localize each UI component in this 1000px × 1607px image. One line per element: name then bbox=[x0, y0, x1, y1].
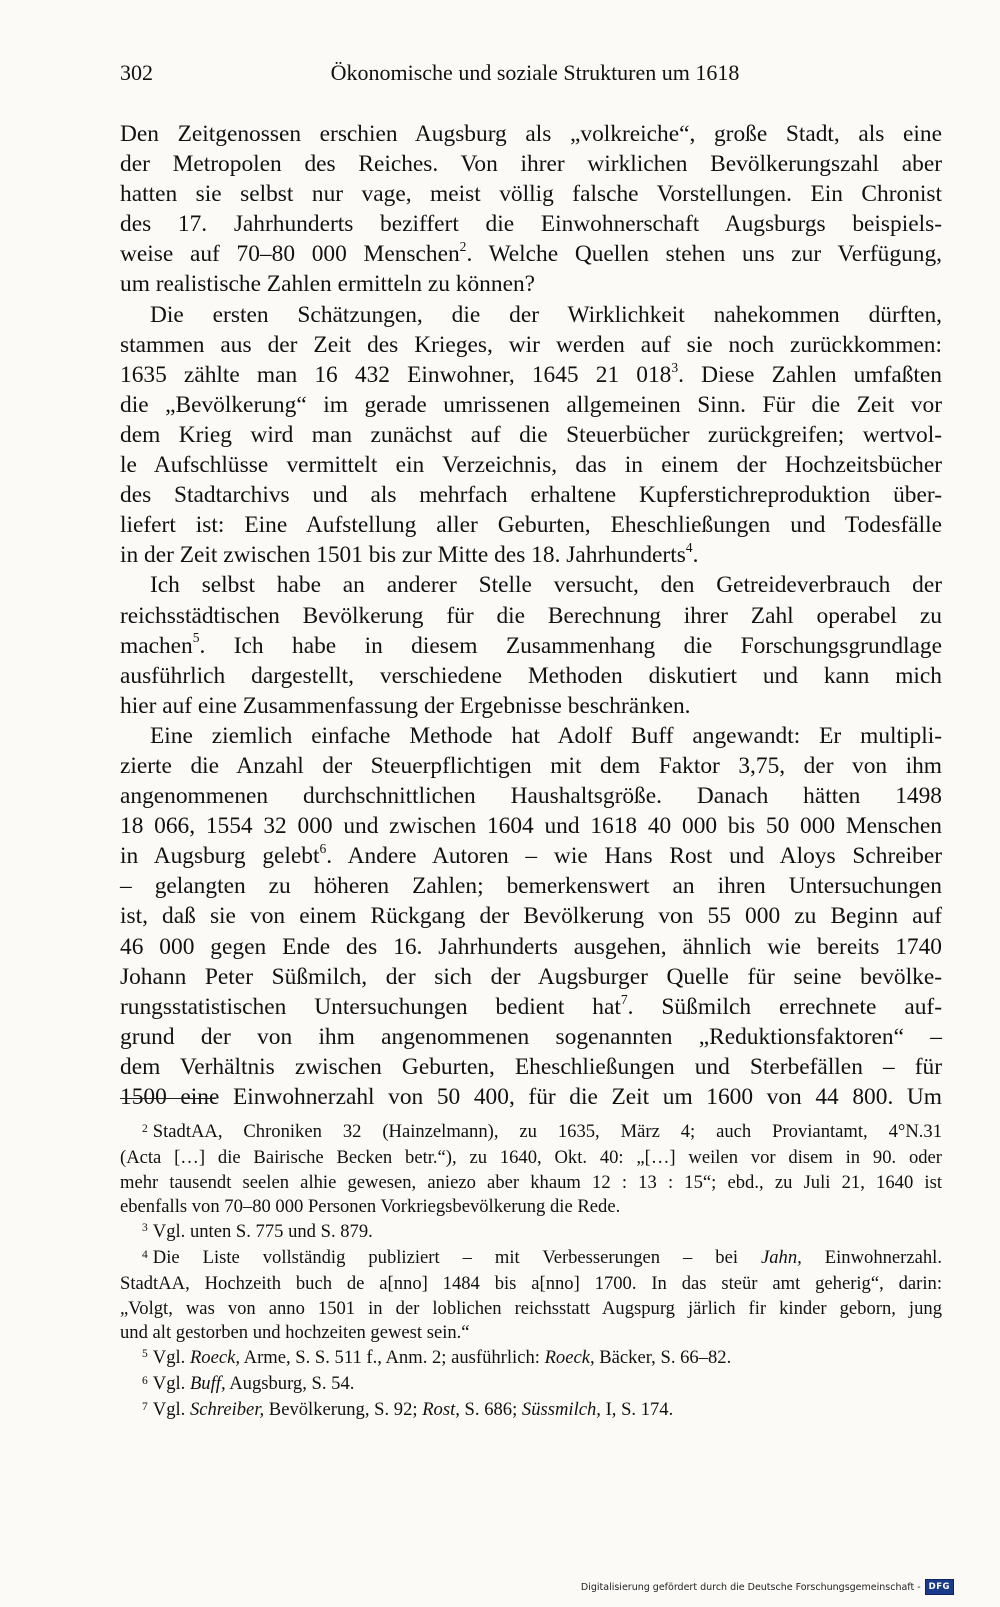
footnote-ref-5: 5 bbox=[192, 630, 200, 646]
footnote-number: 3 bbox=[142, 1222, 148, 1235]
text-run: rungsstatistischen Untersuchungen bedient hat bbox=[120, 993, 621, 1020]
text-line: Johann Peter Süßmilch, der sich der Augsburger Quelle für seine bevölke- bbox=[120, 963, 942, 990]
text-line: ist, daß sie von einem Rückgang der Bevölkerung von 55 000 zu Beginn auf bbox=[120, 903, 942, 930]
text-line bbox=[120, 631, 942, 661]
text-line: grund der von ihm angenommenen sogenannten „Reduktionsfaktoren“ – bbox=[120, 1023, 942, 1050]
footnote-text: Bäcker, S. 66–82. bbox=[594, 1346, 732, 1368]
footnote-ref-2: 2 bbox=[459, 239, 467, 255]
text-line bbox=[120, 540, 942, 570]
footnote-text: Vgl. bbox=[152, 1399, 190, 1421]
text-line: Den Zeitgenossen erschien Augsburg als „volkreiche“, große Stadt, als eine bbox=[120, 121, 942, 147]
footnote-text: S. 686; bbox=[459, 1399, 522, 1421]
text-line: hatten sie selbst nur vage, meist völlig falsche Vorstellungen. Ein Chronist bbox=[120, 181, 942, 208]
footnote-text: Die Liste vollständig publiziert – mit Verbesserungen – bei bbox=[152, 1247, 761, 1269]
footnote-number: 7 bbox=[142, 1401, 148, 1414]
footnote-text: Vgl. bbox=[152, 1373, 190, 1395]
text-run: . bbox=[692, 542, 699, 569]
footnote-ref-3: 3 bbox=[671, 359, 679, 375]
footnote-text: Einwohnerzahl. bbox=[801, 1247, 942, 1269]
text-line bbox=[120, 841, 942, 871]
text-run: in Augsburg gelebt bbox=[120, 843, 320, 870]
footnote-line bbox=[120, 1220, 942, 1246]
footnote-line: StadtAA, Hochzeith buch de a[nno] 1484 bis a[nno] 1700. In das steür amt geherig“, darin: bbox=[120, 1273, 942, 1295]
text-line: Die ersten Schätzungen, die der Wirklichkeit nahekommen dürften, bbox=[150, 301, 942, 328]
author-name: Rost, bbox=[422, 1399, 460, 1421]
text-line bbox=[120, 992, 942, 1022]
footnote-7 bbox=[120, 1398, 942, 1424]
footnote-divider bbox=[120, 1098, 216, 1099]
footnote-line bbox=[120, 1372, 942, 1398]
footnote-text: StadtAA, Chroniken 32 (Hainzelmann), zu 1635, März 4; auch Proviantamt, 4°N.31 bbox=[152, 1121, 942, 1142]
text-line: des 17. Jahrhunderts beziffert die Einwohnerschaft Augsburgs beispiels- bbox=[120, 211, 942, 238]
page-number: 302 bbox=[120, 60, 153, 85]
text-run: in der Zeit zwischen 1501 bis zur Mitte des 18. Jahrhunderts bbox=[120, 542, 686, 569]
footnote-text: Augsburg, S. 54. bbox=[225, 1373, 355, 1395]
text-line: dem Verhältnis zwischen Geburten, Eheschließungen und Sterbefällen – für bbox=[120, 1053, 942, 1080]
credit-text: Digitalisierung gefördert durch die Deutsche Forschungsgemeinschaft - bbox=[580, 1581, 921, 1593]
footnote-text: Bevölkerung, S. 92; bbox=[264, 1399, 423, 1421]
page-header bbox=[120, 60, 940, 90]
main-text bbox=[120, 119, 942, 1112]
footnote-line: „Volgt, was von anno 1501 in der loblichen reichsstatt Augspurg järlich fir kinder geborn, jung bbox=[120, 1297, 942, 1319]
text-line: angenommenen durchschnittlichen Haushaltsgröße. Danach hätten 1498 bbox=[120, 783, 942, 810]
text-run: . Ich habe in diesem Zusammenhang die Forschungsgrundlage bbox=[199, 632, 942, 659]
text-line: dem Krieg wird man zunächst auf die Steuerbücher zurückgreifen; wertvol- bbox=[120, 421, 942, 448]
text-run: . Süßmilch errechnete auf- bbox=[627, 993, 943, 1020]
text-line: le Aufschlüsse vermittelt ein Verzeichnis, das in einem der Hochzeitsbücher bbox=[120, 452, 942, 479]
digitization-credit bbox=[581, 1579, 954, 1595]
footnote-ref-6: 6 bbox=[319, 841, 327, 857]
footnote-number: 2 bbox=[142, 1122, 148, 1135]
footnote-2 bbox=[120, 1120, 942, 1220]
text-line: reichsstädtischen Bevölkerung für die Berechnung ihrer Zahl operabel zu bbox=[120, 602, 942, 629]
running-title: Ökonomische und soziale Strukturen um 1618 bbox=[330, 60, 740, 85]
footnote-text: Vgl. unten S. 775 und S. 879. bbox=[152, 1220, 373, 1242]
footnote-number: 4 bbox=[142, 1248, 148, 1261]
footnote-ref-4: 4 bbox=[685, 540, 693, 556]
footnote-3 bbox=[120, 1220, 942, 1246]
text-line: um realistische Zahlen ermitteln zu können? bbox=[120, 271, 536, 298]
text-line: stammen aus der Zeit des Krieges, wir werden auf sie noch zurückkommen: bbox=[120, 331, 942, 358]
text-line: hier auf eine Zusammenfassung der Ergebnisse beschränken. bbox=[120, 692, 691, 719]
footnote-4 bbox=[120, 1246, 942, 1346]
footnote-number: 5 bbox=[142, 1348, 148, 1361]
text-line: ausführlich dargestellt, verschiedene Methoden diskutiert und kann mich bbox=[120, 662, 942, 689]
text-line: Ich selbst habe an anderer Stelle versucht, den Getreideverbrauch der bbox=[150, 572, 942, 599]
footnote-5 bbox=[120, 1346, 942, 1372]
text-line: – gelangten zu höheren Zahlen; bemerkenswert an ihren Untersuchungen bbox=[120, 873, 942, 900]
footnote-line bbox=[120, 1246, 942, 1272]
footnote-line: und alt gestorben und hochzeiten gewest sein.“ bbox=[120, 1322, 470, 1344]
text-run: 1635 zählte man 16 432 Einwohner, 1645 21 018 bbox=[120, 361, 672, 388]
author-name: Jahn, bbox=[761, 1247, 802, 1269]
footnote-text: Arme, S. S. 511 f., Anm. 2; ausführlich: bbox=[240, 1346, 545, 1368]
author-name: Roeck, bbox=[544, 1346, 595, 1368]
text-line: die „Bevölkerung“ im gerade umrissenen allgemeinen Sinn. Für die Zeit vor bbox=[120, 391, 942, 418]
text-run: . Andere Autoren – wie Hans Rost und Aloys Schreiber bbox=[326, 843, 942, 870]
author-name: Süssmilch, bbox=[521, 1399, 601, 1421]
text-line: 18 066, 1554 32 000 und zwischen 1604 und 1618 40 000 bis 50 000 Menschen bbox=[120, 813, 942, 840]
footnote-ref-7: 7 bbox=[620, 991, 628, 1007]
text-run: . Diese Zahlen umfaßten bbox=[678, 361, 943, 388]
text-line: 1500 eine Einwohnerzahl von 50 400, für die Zeit um 1600 von 44 800. Um bbox=[120, 1084, 942, 1110]
text-line bbox=[120, 239, 942, 269]
author-name: Buff, bbox=[189, 1373, 226, 1395]
text-line bbox=[120, 360, 942, 390]
footnote-number: 6 bbox=[142, 1374, 148, 1387]
footnote-line bbox=[120, 1346, 942, 1372]
footnote-line: mehr tausendt seelen alhie gewesen, aniezo aber khaum 12 : 13 : 15“; ebd., zu Juli 21, 1640 ist bbox=[120, 1171, 942, 1193]
footnote-line bbox=[120, 1398, 942, 1424]
footnote-line: (Acta […] die Bairische Becken betr.“), zu 1640, Okt. 40: „[…] weilen vor disem in 90. oder bbox=[120, 1147, 942, 1169]
text-line: der Metropolen des Reiches. Von ihrer wirklichen Bevölkerungszahl aber bbox=[120, 151, 942, 178]
text-run: . Welche Quellen stehen uns zur Verfügung, bbox=[466, 241, 943, 268]
text-line: des Stadtarchivs und als mehrfach erhaltene Kupferstichreproduktion über- bbox=[120, 482, 942, 509]
text-run: weise auf 70–80 000 Menschen bbox=[120, 241, 460, 268]
footnote-line bbox=[120, 1120, 942, 1146]
footnote-text: Vgl. bbox=[152, 1346, 190, 1368]
footnotes bbox=[120, 1120, 942, 1425]
footnote-6 bbox=[120, 1372, 942, 1398]
author-name: Schreiber, bbox=[189, 1399, 265, 1421]
text-line: Eine ziemlich einfache Methode hat Adolf Buff angewandt: Er multipli- bbox=[150, 722, 942, 749]
footnote-line: ebenfalls von 70–80 000 Personen Vorkriegsbevölkerung die Rede. bbox=[120, 1196, 621, 1218]
text-line: liefert ist: Eine Aufstellung aller Geburten, Eheschließungen und Todesfälle bbox=[120, 512, 942, 539]
author-name: Roeck, bbox=[189, 1346, 241, 1368]
text-run: machen bbox=[120, 632, 193, 659]
text-line: zierte die Anzahl der Steuerpflichtigen mit dem Faktor 3,75, der von ihm bbox=[120, 752, 942, 779]
text-line: 46 000 gegen Ende des 16. Jahrhunderts ausgehen, ähnlich wie bereits 1740 bbox=[120, 933, 942, 960]
footnote-text: I, S. 174. bbox=[600, 1399, 674, 1421]
dfg-logo-icon: DFG bbox=[925, 1579, 954, 1595]
